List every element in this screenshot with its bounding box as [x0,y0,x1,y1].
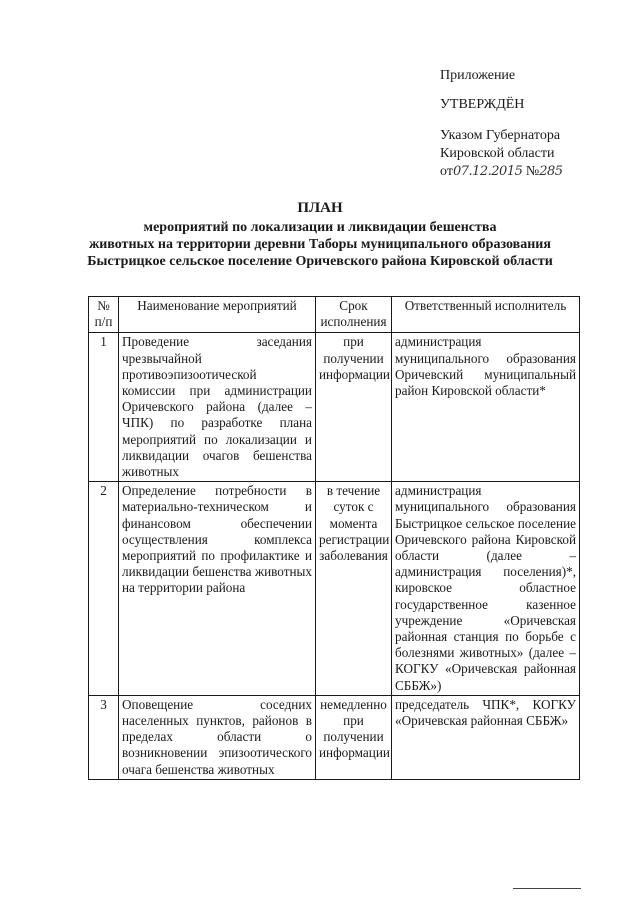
subtitle-line-3: Быстрицкое сельское поселение Оричевского района Кировской области [87,254,553,269]
number-label: № [525,164,540,179]
table-header-row [89,297,580,333]
approval-stamp: УТВЕРЖДЁН [440,97,525,112]
row-responsible: администрация муниципального образования Быстрицкое сельское поселение Оричевского района Кировской области (далее – администрация поселения)*, кировское областное государственное казенное учреждение «Оричевская районная станция по борьбе с болезнями животных» (далее – КОГКУ «Оричевская районная СББЖ») [392,482,580,696]
row-activity: Определение потребности в материально-техническом и финансовом обеспечении осуществления комплекса мероприятий по профилактике и ликвидации бешенства животных на территории района [119,482,316,696]
table-row [89,333,580,482]
row-number: 2 [89,482,119,696]
decree-line-2: Кировской области [440,146,555,161]
handwritten-date: 07.12.2015 [452,164,523,179]
header-number: № п/п [89,297,119,333]
table-row [89,695,580,779]
handwritten-number: 285 [539,164,563,179]
row-deadline: немедленно при получении информации [316,695,392,779]
decree-line-1: Указом Губернатора [440,128,561,143]
row-number: 3 [89,695,119,779]
row-responsible: председатель ЧПК*, КОГКУ «Оричевская районная СББЖ» [392,695,580,779]
row-deadline: в течение суток с момента регистрации заболевания [316,482,392,696]
header-responsible: Ответственный исполнитель [392,297,580,333]
row-activity: Оповещение соседних населенных пунктов, районов в пределах области о возникновении эпизоотического очага бешенства животных [119,695,316,779]
subtitle-line-1: мероприятий по локализации и ликвидации бешенства [143,220,497,235]
plan-table [88,296,580,780]
subtitle-line-2: животных на территории деревни Таборы муниципального образования [89,237,551,252]
table-row [89,482,580,696]
decree-date-line [440,163,563,180]
header-activity: Наименование мероприятий [119,297,316,333]
row-activity: Проведение заседания чрезвычайной противоэпизоотической комиссии при администрации Оричевского района (далее – ЧПК) по разработке плана мероприятий по локализации и ликвидации очагов бешенства животных [119,333,316,482]
appendix-label: Приложение [440,68,516,83]
header-deadline: Срок исполнения [316,297,392,333]
row-responsible: администрация муниципального образования Оричевский муниципальный район Кировской области* [392,333,580,482]
from-label: от [440,164,453,179]
row-number: 1 [89,333,119,482]
signature-line [513,888,581,889]
row-deadline: при получении информации [316,333,392,482]
document-title: ПЛАН [297,200,343,216]
